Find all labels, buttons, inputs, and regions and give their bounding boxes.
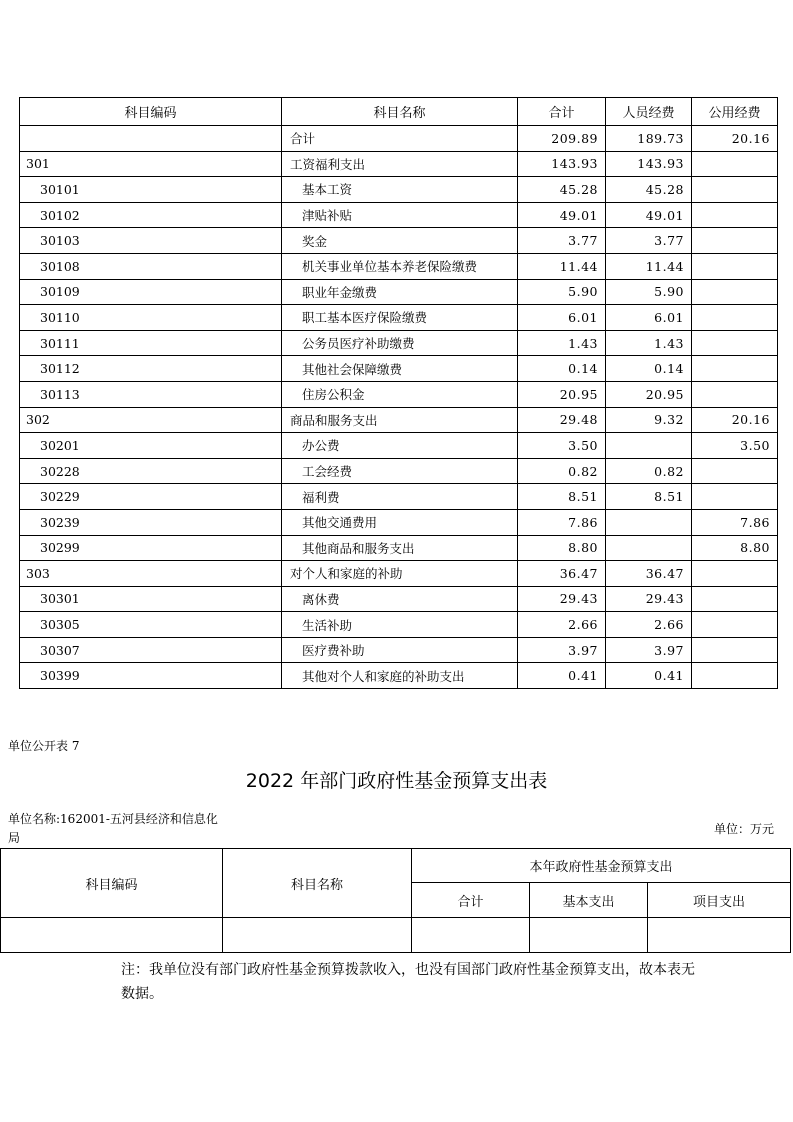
cell-empty — [530, 918, 648, 953]
unit-label: 单位：万元 — [714, 822, 775, 836]
cell-public — [692, 484, 778, 510]
cell-personnel — [606, 433, 692, 459]
cell-public — [692, 561, 778, 587]
table-row — [20, 407, 778, 433]
header-group: 本年政府性基金预算支出 — [412, 849, 791, 883]
header-name: 科目名称 — [223, 849, 412, 918]
cell-code: 30103 — [20, 228, 282, 254]
cell-personnel: 8.51 — [606, 484, 692, 510]
table-row — [20, 637, 778, 663]
cell-empty — [223, 918, 412, 953]
cell-public: 20.16 — [692, 126, 778, 152]
cell-name: 福利费 — [282, 484, 518, 510]
cell-empty — [412, 918, 530, 953]
cell-name: 其他商品和服务支出 — [282, 535, 518, 561]
header-personnel: 人员经费 — [606, 98, 692, 126]
cell-personnel: 5.90 — [606, 279, 692, 305]
cell-public: 7.86 — [692, 509, 778, 535]
cell-public — [692, 202, 778, 228]
table-row — [20, 202, 778, 228]
cell-public — [692, 637, 778, 663]
cell-code: 30110 — [20, 305, 282, 331]
cell-total: 3.50 — [518, 433, 606, 459]
cell-total: 49.01 — [518, 202, 606, 228]
cell-total: 1.43 — [518, 330, 606, 356]
cell-name: 对个人和家庭的补助 — [282, 561, 518, 587]
cell-public — [692, 151, 778, 177]
cell-public — [692, 586, 778, 612]
cell-name: 离休费 — [282, 586, 518, 612]
cell-total: 3.77 — [518, 228, 606, 254]
cell-total: 0.82 — [518, 458, 606, 484]
cell-empty — [1, 918, 223, 953]
cell-code: 30201 — [20, 433, 282, 459]
cell-code: 30229 — [20, 484, 282, 510]
table-row — [20, 586, 778, 612]
cell-public — [692, 279, 778, 305]
cell-name: 职工基本医疗保险缴费 — [282, 305, 518, 331]
cell-personnel: 9.32 — [606, 407, 692, 433]
cell-code: 30108 — [20, 253, 282, 279]
cell-name: 合计 — [282, 126, 518, 152]
table-row — [20, 561, 778, 587]
cell-personnel: 0.41 — [606, 663, 692, 689]
cell-personnel: 6.01 — [606, 305, 692, 331]
expenditure-table — [19, 97, 778, 689]
table-row — [20, 151, 778, 177]
cell-public — [692, 381, 778, 407]
cell-name: 工资福利支出 — [282, 151, 518, 177]
cell-personnel: 49.01 — [606, 202, 692, 228]
cell-code: 30102 — [20, 202, 282, 228]
cell-name: 办公费 — [282, 433, 518, 459]
cell-total: 3.97 — [518, 637, 606, 663]
unit-name: 单位名称:162001-五河县经济和信息化局 — [8, 812, 218, 845]
cell-personnel — [606, 535, 692, 561]
note-text: 注：我单位没有部门政府性基金预算拨款收入，也没有国部门政府性基金预算支出，故本表无数据。 — [121, 962, 695, 1002]
cell-name: 住房公积金 — [282, 381, 518, 407]
cell-code: 30113 — [20, 381, 282, 407]
header-name: 科目名称 — [282, 98, 518, 126]
cell-name: 奖金 — [282, 228, 518, 254]
cell-code: 30299 — [20, 535, 282, 561]
table-row — [20, 279, 778, 305]
cell-name: 基本工资 — [282, 177, 518, 203]
cell-total: 0.14 — [518, 356, 606, 382]
cell-name: 其他交通费用 — [282, 509, 518, 535]
table-row-empty — [1, 918, 791, 953]
cell-code: 30399 — [20, 663, 282, 689]
cell-public — [692, 177, 778, 203]
cell-personnel: 189.73 — [606, 126, 692, 152]
table-row — [20, 484, 778, 510]
table-row — [20, 305, 778, 331]
cell-total: 5.90 — [518, 279, 606, 305]
cell-total: 29.43 — [518, 586, 606, 612]
cell-code: 302 — [20, 407, 282, 433]
fund-expenditure-table — [0, 848, 791, 953]
cell-total: 7.86 — [518, 509, 606, 535]
table-row — [20, 228, 778, 254]
cell-total: 29.48 — [518, 407, 606, 433]
cell-personnel: 3.77 — [606, 228, 692, 254]
cell-total: 45.28 — [518, 177, 606, 203]
header-total: 合计 — [412, 883, 530, 918]
cell-public — [692, 330, 778, 356]
header-basic: 基本支出 — [530, 883, 648, 918]
cell-name: 工会经费 — [282, 458, 518, 484]
cell-code: 301 — [20, 151, 282, 177]
cell-code: 30112 — [20, 356, 282, 382]
cell-code: 30305 — [20, 612, 282, 638]
header-code: 科目编码 — [20, 98, 282, 126]
cell-public — [692, 612, 778, 638]
cell-code: 30111 — [20, 330, 282, 356]
cell-name: 津贴补贴 — [282, 202, 518, 228]
cell-personnel: 143.93 — [606, 151, 692, 177]
cell-empty — [648, 918, 791, 953]
cell-total: 0.41 — [518, 663, 606, 689]
cell-public — [692, 663, 778, 689]
cell-name: 生活补助 — [282, 612, 518, 638]
cell-personnel: 0.82 — [606, 458, 692, 484]
cell-name: 机关事业单位基本养老保险缴费 — [282, 253, 518, 279]
table-row — [20, 126, 778, 152]
cell-public: 8.80 — [692, 535, 778, 561]
header-code: 科目编码 — [1, 849, 223, 918]
cell-total: 8.80 — [518, 535, 606, 561]
cell-public — [692, 305, 778, 331]
cell-total: 143.93 — [518, 151, 606, 177]
cell-name: 其他社会保障缴费 — [282, 356, 518, 382]
cell-personnel: 45.28 — [606, 177, 692, 203]
page-title: 2022 年部门政府性基金预算支出表 — [245, 770, 548, 792]
cell-public — [692, 253, 778, 279]
table-row — [20, 509, 778, 535]
cell-name: 其他对个人和家庭的补助支出 — [282, 663, 518, 689]
cell-total: 2.66 — [518, 612, 606, 638]
table-row — [20, 253, 778, 279]
table-row — [20, 356, 778, 382]
cell-name: 职业年金缴费 — [282, 279, 518, 305]
cell-total: 20.95 — [518, 381, 606, 407]
table-row — [20, 458, 778, 484]
cell-personnel: 20.95 — [606, 381, 692, 407]
cell-code: 30228 — [20, 458, 282, 484]
cell-personnel: 11.44 — [606, 253, 692, 279]
cell-public — [692, 356, 778, 382]
cell-name: 商品和服务支出 — [282, 407, 518, 433]
cell-code: 30239 — [20, 509, 282, 535]
cell-code: 30307 — [20, 637, 282, 663]
cell-public — [692, 458, 778, 484]
cell-total: 8.51 — [518, 484, 606, 510]
cell-total: 209.89 — [518, 126, 606, 152]
cell-total: 6.01 — [518, 305, 606, 331]
cell-code: 30109 — [20, 279, 282, 305]
table-row — [20, 381, 778, 407]
table-row — [20, 535, 778, 561]
table-row — [20, 663, 778, 689]
cell-personnel: 1.43 — [606, 330, 692, 356]
cell-personnel: 0.14 — [606, 356, 692, 382]
cell-name: 医疗费补助 — [282, 637, 518, 663]
cell-total: 36.47 — [518, 561, 606, 587]
header-total: 合计 — [518, 98, 606, 126]
cell-personnel: 2.66 — [606, 612, 692, 638]
cell-total: 11.44 — [518, 253, 606, 279]
table-row — [20, 433, 778, 459]
table-header-row — [20, 98, 778, 126]
cell-code — [20, 126, 282, 152]
cell-code: 30101 — [20, 177, 282, 203]
cell-name: 公务员医疗补助缴费 — [282, 330, 518, 356]
table-row — [20, 330, 778, 356]
cell-public: 3.50 — [692, 433, 778, 459]
header-project: 项目支出 — [648, 883, 791, 918]
table-number: 单位公开表 7 — [8, 739, 80, 753]
cell-personnel: 36.47 — [606, 561, 692, 587]
table-header-row — [1, 849, 791, 883]
table-row — [20, 612, 778, 638]
cell-personnel — [606, 509, 692, 535]
header-public: 公用经费 — [692, 98, 778, 126]
cell-personnel: 29.43 — [606, 586, 692, 612]
cell-code: 30301 — [20, 586, 282, 612]
cell-public — [692, 228, 778, 254]
cell-code: 303 — [20, 561, 282, 587]
table-row — [20, 177, 778, 203]
cell-public: 20.16 — [692, 407, 778, 433]
cell-personnel: 3.97 — [606, 637, 692, 663]
